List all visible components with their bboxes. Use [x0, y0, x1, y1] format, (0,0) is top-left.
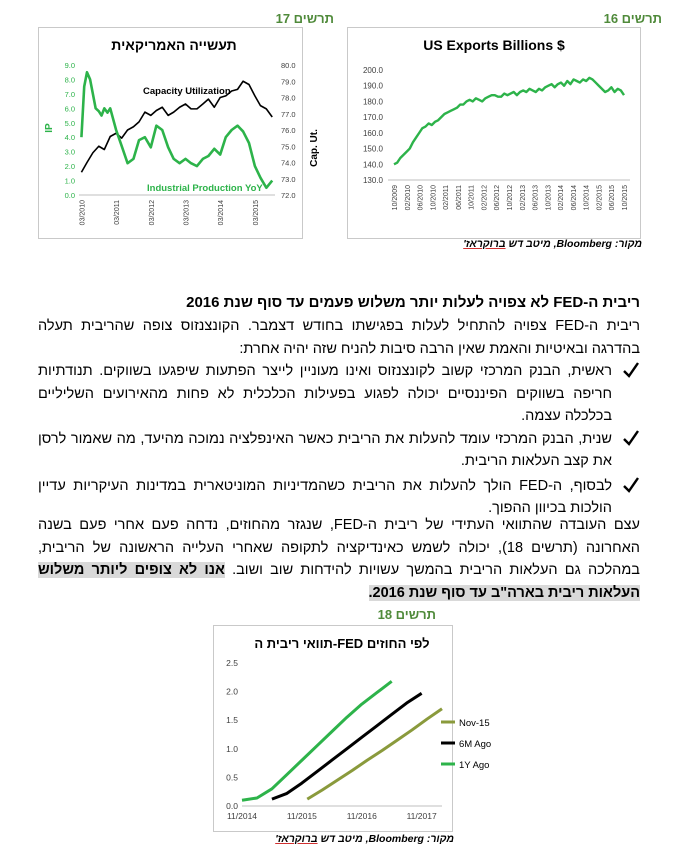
y-right-tick-label: 73.0 — [281, 174, 296, 184]
exports-plot — [363, 66, 630, 210]
y-tick-label: 2.5 — [226, 658, 238, 668]
industry-chart-svg — [39, 28, 320, 238]
y-tick-label: 2.0 — [226, 686, 238, 697]
y-tick-label: 140.0 — [362, 160, 383, 170]
x-tick-label: 10/2012 — [507, 185, 514, 211]
checkmark-icon — [622, 475, 640, 495]
y-right-tick-label: 72.0 — [281, 191, 296, 200]
y-left-tick-label: 4.0 — [64, 133, 75, 143]
x-tick-label: 02/2011 — [443, 185, 451, 210]
series-label: Capacity Utilization — [143, 86, 231, 97]
y-tick-label: 170.0 — [362, 113, 383, 123]
checkmark-icon — [622, 360, 640, 380]
list-item — [38, 360, 612, 428]
y-right-tick-label: 80.0 — [281, 61, 296, 70]
bullet-text: שנית, הבנק המרכזי עומד להעלות את הריבית כאשר האינפלציה נמוכה מהיעד, מה שאמור לרסן את קצב העלאות הריבית. — [38, 430, 612, 469]
series-label: Industrial Production YoY — [147, 183, 263, 194]
article-intro: ריבית ה-FED צפויה להתחיל לעלות בפגישתו בחודש דצמבר. הקונצנזוס צופה שהריבית תעלה בהדרגה ובאיטיות והאמת שאין הרבה סיבות להניח שזה יהיה אחרת: — [38, 318, 640, 357]
chart-title: תוואי ריבית ה-FED לפי החוזים — [254, 636, 430, 651]
y-left-tick-label: 1.0 — [64, 176, 75, 186]
y-right-tick-label: 79.0 — [281, 77, 296, 87]
x-tick-label: 02/2014 — [558, 185, 566, 211]
x-tick-label: 02/2013 — [519, 185, 527, 211]
exports-series-line — [394, 78, 624, 164]
y-right-tick-label: 78.0 — [281, 93, 296, 103]
industry-plot — [65, 61, 296, 225]
source-underlined: ברוקראז' — [275, 833, 318, 845]
bullet-text: ראשית, הבנק המרכזי קשוב לקונצנזוס ואינו מעוניין לייצר הפתעות שיפגעו בשווקים. תנודתיות חריפה בשווקים הפיננסיים יכולה לפגוע בפעילות הכלכלית לא פחות מהאירועים השליליים בכלכלה עצמה. — [38, 363, 612, 424]
article-closing — [38, 514, 640, 604]
x-tick-label: 03/2012 — [148, 200, 156, 226]
y-tick-label: 1.5 — [226, 715, 238, 726]
y-left-tick-label: 7.0 — [64, 89, 75, 99]
exports-chart — [347, 27, 641, 239]
legend-label: 1Y Ago — [459, 760, 490, 771]
x-tick-label: 11/2016 — [346, 811, 377, 821]
x-tick-label: 10/2013 — [545, 185, 553, 211]
y-right-tick-label: 74.0 — [281, 158, 296, 168]
x-tick-label: 06/2010 — [417, 185, 425, 211]
source-underlined: ברוקראז' — [463, 238, 506, 250]
source-suffix: , מיטב דש — [317, 833, 369, 845]
x-tick-label: 06/2014 — [570, 185, 578, 211]
figure-17-label: תרשים 17 — [275, 11, 334, 26]
source-note — [463, 238, 642, 250]
y-right-tick-label: 76.0 — [281, 126, 296, 135]
chart-title: תעשייה האמריקאית — [111, 37, 237, 53]
exports-chart-svg — [348, 28, 640, 238]
y-tick-label: 200.0 — [362, 66, 383, 75]
checkmark-icon — [622, 428, 640, 448]
y-tick-label: 180.0 — [362, 97, 383, 107]
x-tick-label: 03/2010 — [79, 200, 87, 226]
y-tick-label: 160.0 — [362, 128, 383, 138]
x-tick-label: 02/2015 — [596, 185, 604, 211]
legend-label: 6M Ago — [459, 739, 492, 750]
bullet-text: לבסוף, ה-FED הולך להעלות את הריבית כשהמדיניות המוניטארית במדינות העיקריות עדיין הולכות בכיוון ההפוך. — [38, 477, 613, 516]
x-tick-label: 11/2014 — [226, 811, 258, 821]
source-prefix: מקור: — [611, 238, 642, 250]
x-tick-label: 06/2012 — [494, 185, 502, 211]
source-brand: Bloomberg — [556, 238, 612, 250]
list-item — [38, 428, 612, 473]
series-line — [272, 693, 422, 799]
x-tick-label: 06/2015 — [609, 185, 617, 211]
fed-path-chart — [213, 625, 492, 832]
x-tick-label: 11/2017 — [406, 811, 437, 821]
x-tick-label: 10/2009 — [392, 185, 399, 211]
y-axis-left-label: IP — [44, 123, 55, 133]
series-line — [307, 709, 442, 799]
x-tick-label: 11/2015 — [286, 811, 317, 821]
y-left-tick-label: 6.0 — [64, 104, 75, 114]
source-prefix: מקור: — [423, 833, 454, 845]
y-left-tick-label: 0.0 — [64, 191, 75, 200]
y-tick-label: 130.0 — [362, 176, 383, 185]
fed-path-chart-svg — [214, 626, 492, 831]
y-tick-label: 190.0 — [362, 81, 383, 91]
y-left-tick-label: 5.0 — [64, 118, 75, 128]
series-line — [242, 681, 392, 800]
x-tick-label: 10/2014 — [583, 185, 591, 211]
y-left-tick-label: 3.0 — [64, 147, 75, 157]
y-tick-label: 0.0 — [226, 801, 238, 811]
x-tick-label: 06/2011 — [455, 185, 463, 210]
y-tick-label: 1.0 — [226, 743, 238, 754]
x-tick-label: 10/2011 — [468, 185, 476, 210]
closing-text: עצם העובדה שהתוואי העתידי של ריבית ה-FED, שנגזר מהחוזים, נדחה פעם אחרי פעם בשנה האחרונה (תרשים 18), יכולה לשמש כאינדיקציה לתקופה שאחרי העלייה הראשונה של הריבית, במהלכה גם העלאות הריבית בהמשך עשויות להידחות שוב ושוב. — [38, 517, 640, 578]
x-tick-label: 10/2010 — [430, 185, 438, 211]
y-right-tick-label: 77.0 — [281, 109, 296, 119]
legend-label: Nov-15 — [459, 718, 490, 729]
figure-16-label: תרשים 16 — [603, 11, 662, 26]
x-tick-label: 03/2015 — [252, 200, 260, 226]
source-note — [275, 833, 454, 845]
x-tick-label: 03/2013 — [183, 200, 191, 226]
y-left-tick-label: 8.0 — [64, 75, 75, 85]
x-tick-label: 02/2010 — [404, 185, 412, 211]
x-tick-label: 02/2012 — [481, 185, 489, 211]
list-item — [38, 475, 612, 520]
chart-title: US Exports Billions $ — [423, 37, 565, 53]
y-right-tick-label: 75.0 — [281, 142, 296, 152]
y-axis-right-label: Cap. Ut. — [309, 129, 320, 167]
y-tick-label: 150.0 — [362, 144, 383, 154]
industry-chart — [38, 27, 320, 239]
article-heading: ריבית ה-FED לא צפויה לעלות יותר משלוש פעמים עד סוף שנת 2016 — [186, 294, 640, 311]
figure-18-label: תרשים 18 — [377, 607, 436, 622]
x-tick-label: 10/2015 — [622, 185, 629, 211]
y-left-tick-label: 2.0 — [64, 162, 75, 172]
fed-path-plot — [226, 658, 491, 821]
y-left-tick-label: 9.0 — [64, 61, 75, 70]
y-tick-label: 0.5 — [226, 772, 238, 783]
source-brand: Bloomberg — [368, 833, 424, 845]
closing-highlight: אנו לא צופים ליותר משלוש העלאות ריבית בארה"ב עד סוף שנת 2016. — [38, 562, 640, 601]
bullet-list — [38, 360, 612, 520]
source-suffix: , מיטב דש — [505, 238, 557, 250]
x-tick-label: 03/2011 — [114, 200, 122, 225]
x-tick-label: 06/2013 — [532, 185, 540, 211]
x-tick-label: 03/2014 — [218, 200, 226, 226]
